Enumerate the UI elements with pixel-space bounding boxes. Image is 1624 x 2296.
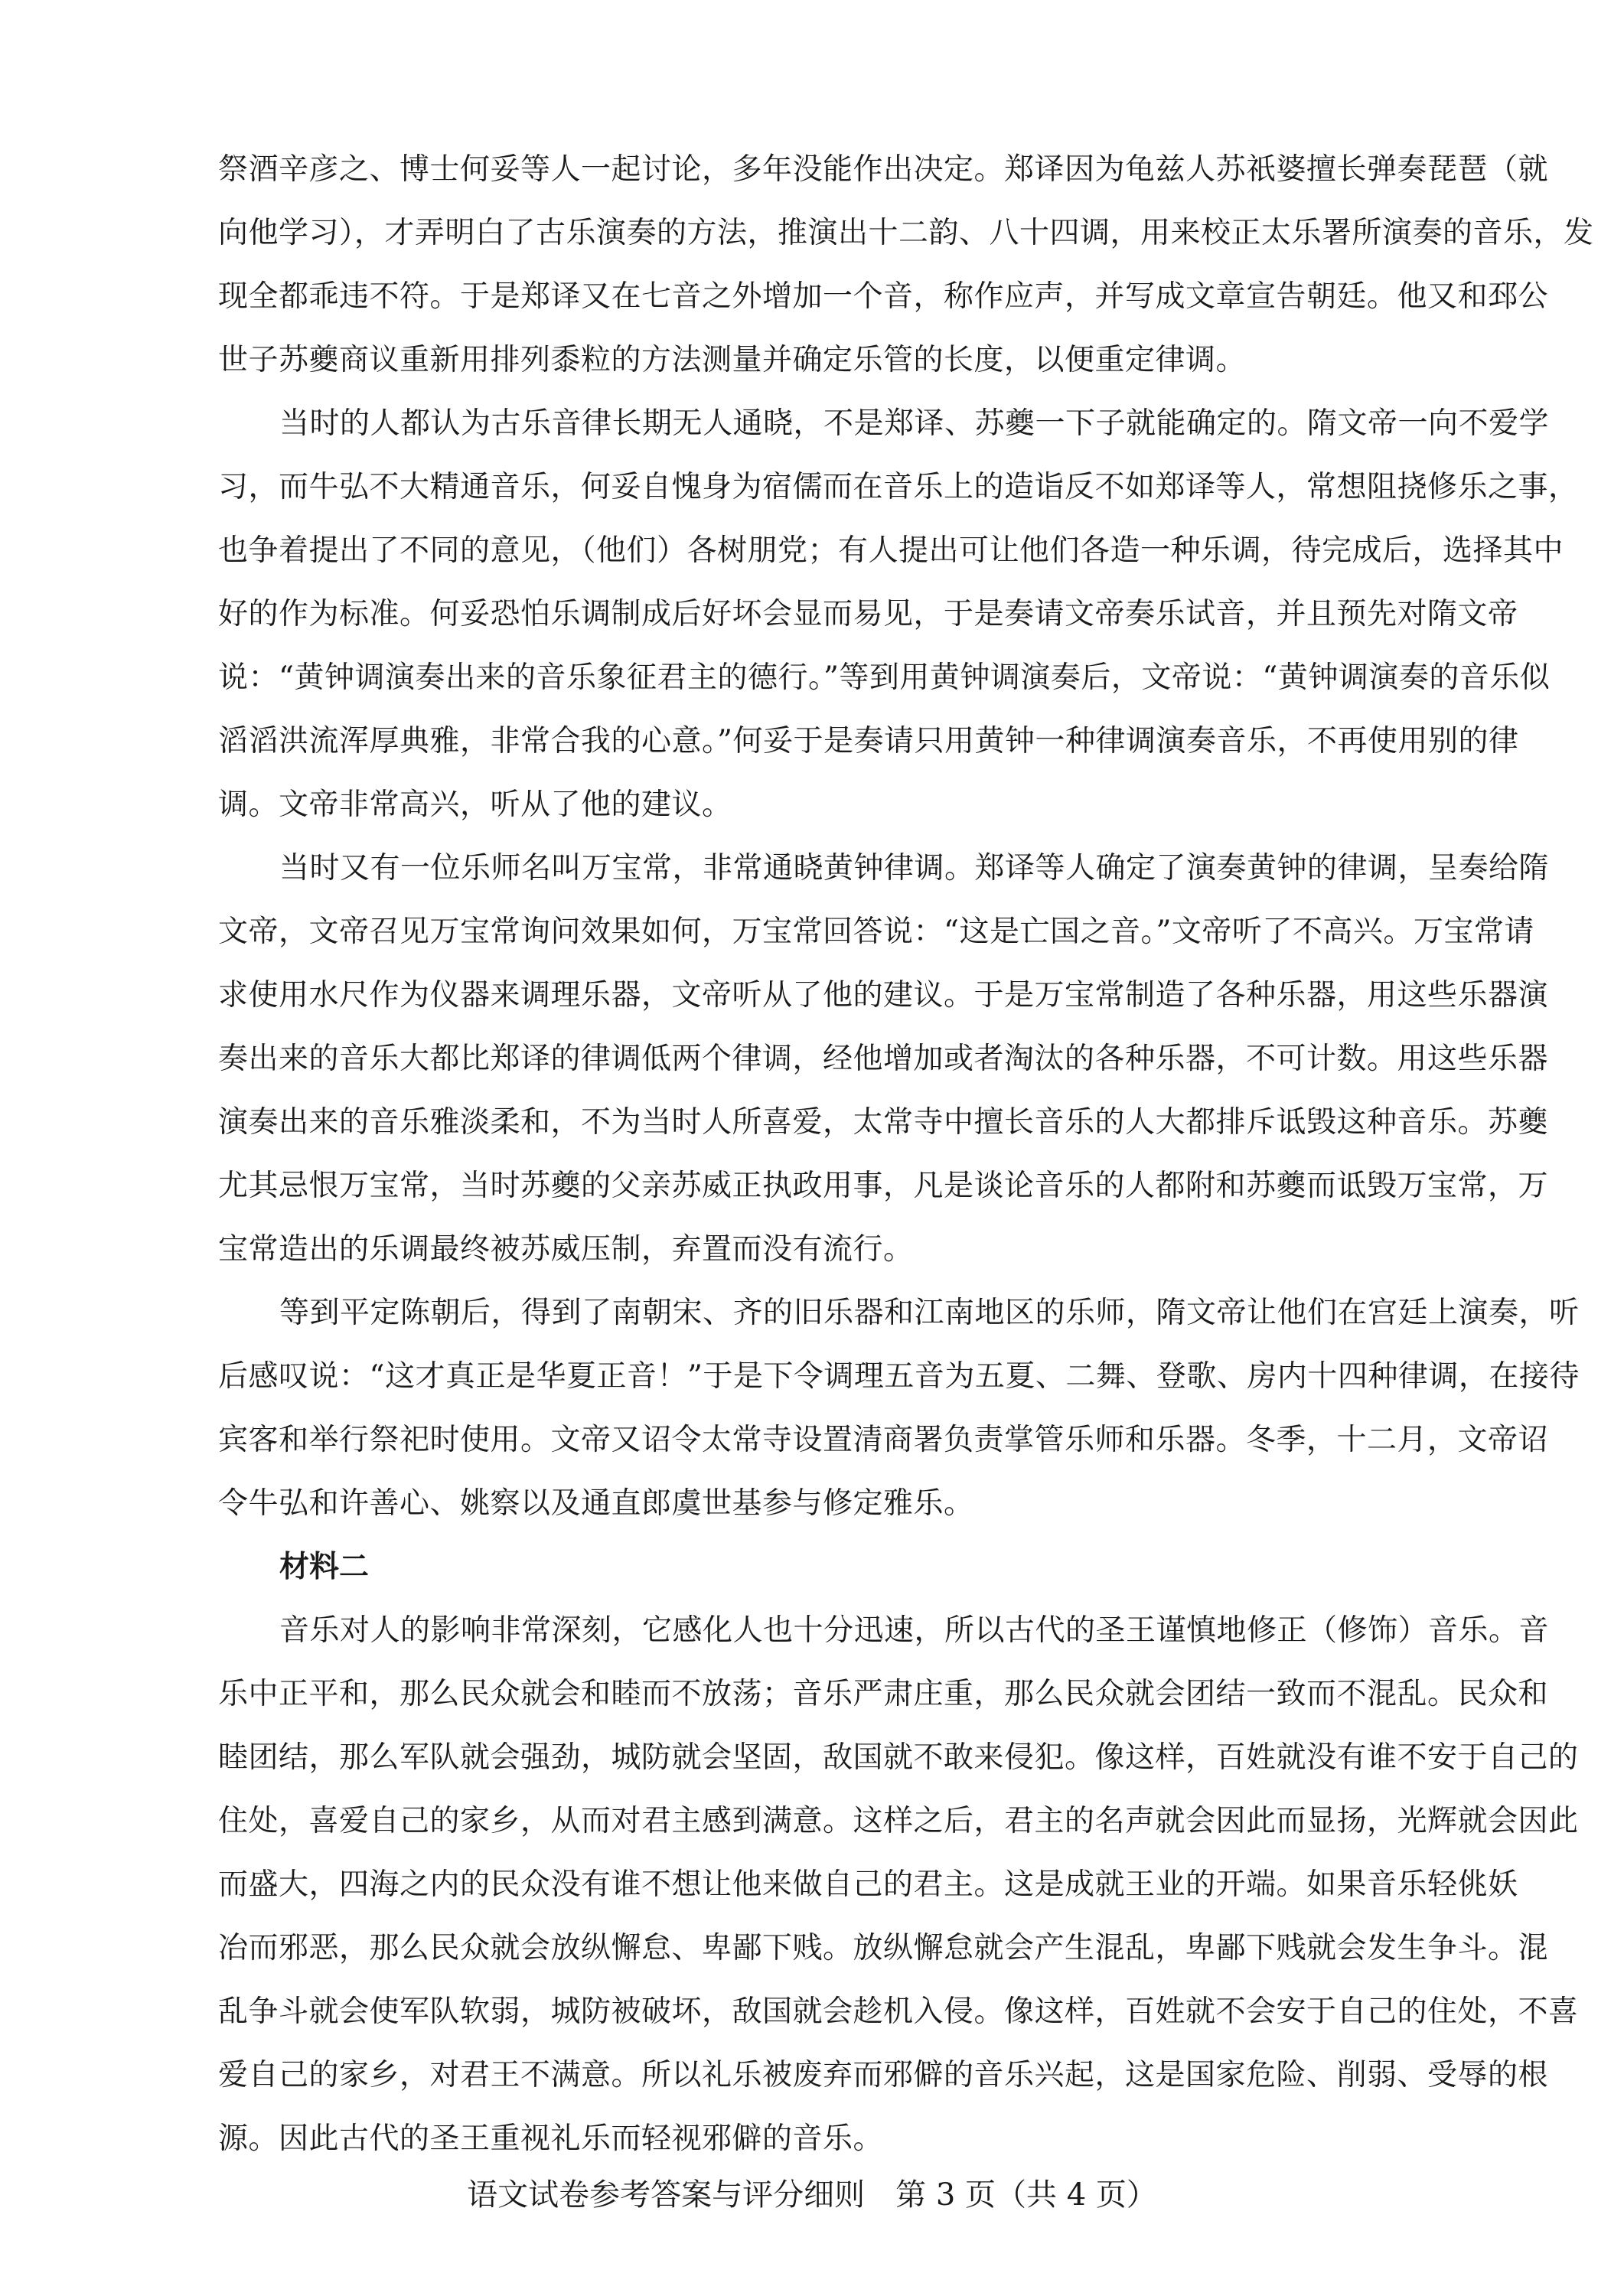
text-line: 住处，喜爱自己的家乡，从而对君主感到满意。这样之后，君主的名声就会因此而显扬，光辉就会因此 bbox=[218, 1804, 1579, 1838]
text-line: 宾客和举行祭祀时使用。文帝又诏令太常寺设置清商署负责掌管乐师和乐器。冬季，十二月，文帝诏 bbox=[218, 1423, 1549, 1457]
text-line: 求使用水尺作为仪器来调理乐器，文帝听从了他的建议。于是万宝常制造了各种乐器，用这些乐器演 bbox=[218, 978, 1549, 1013]
text-line: 也争着提出了不同的意见，（他们）各树朋党；有人提出可让他们各造一种乐调，待完成后，选择其中 bbox=[218, 533, 1564, 568]
text-line: 调。文帝非常高兴，听从了他的建议。 bbox=[218, 788, 732, 822]
text-line: 爱自己的家乡，对君王不满意。所以礼乐被废弃而邪僻的音乐兴起，这是国家危险、削弱、受辱的根 bbox=[218, 2058, 1549, 2092]
text-line: 世子苏夔商议重新用排列黍粒的方法测量并确定乐管的长度，以便重定律调。 bbox=[218, 343, 1247, 377]
text-line: 祭酒辛彦之、博士何妥等人一起讨论，多年没能作出决定。郑译因为龟兹人苏祇婆擅长弹奏琵琶（就 bbox=[218, 152, 1549, 187]
text-line: 现全都乖违不符。于是郑译又在七音之外增加一个音，称作应声，并写成文章宣告朝廷。他又和邳公 bbox=[218, 279, 1549, 314]
text-line: 乐中正平和，那么民众就会和睦而不放荡；音乐严肃庄重，那么民众就会团结一致而不混乱。民众和 bbox=[218, 1677, 1549, 1711]
paragraph bbox=[218, 837, 1550, 1281]
text-line: 好的作为标准。何妥恐怕乐调制成后好坏会显而易见，于是奏请文帝奏乐试音，并且预先对隋文帝 bbox=[218, 597, 1518, 631]
text-line: 向他学习），才弄明白了古乐演奏的方法，推演出十二韵、八十四调，用来校正太乐署所演奏的音乐，发 bbox=[218, 216, 1594, 250]
text-line: 源。因此古代的圣王重视礼乐而轻视邪僻的音乐。 bbox=[218, 2122, 884, 2156]
text-line: 奏出来的音乐大都比郑译的律调低两个律调，经他增加或者淘汰的各种乐器，不可计数。用这些乐器 bbox=[218, 1042, 1549, 1076]
text-line: 而盛大，四海之内的民众没有谁不想让他来做自己的君主。这是成就王业的开端。如果音乐轻佻妖 bbox=[218, 1867, 1518, 1902]
text-line: 演奏出来的音乐雅淡柔和，不为当时人所喜爱，太常寺中擅长音乐的人大都排斥诋毁这种音乐。苏夔 bbox=[218, 1105, 1549, 1140]
text-line: 尤其忌恨万宝常，当时苏夔的父亲苏威正执政用事，凡是谈论音乐的人都附和苏夔而诋毁万宝常，万 bbox=[218, 1169, 1549, 1203]
text-line: 乱争斗就会使军队软弱，城防被破坏，敌国就会趁机入侵。像这样，百姓就不会安于自己的住处，不喜 bbox=[218, 1994, 1579, 2029]
page-footer: 语文试卷参考答案与评分细则 第 3 页（共 4 页） bbox=[467, 2177, 1157, 2213]
text-line: 习，而牛弘不大精通音乐，何妥自愧身为宿儒而在音乐上的造诣反不如郑译等人，常想阻挠修乐之事， bbox=[218, 470, 1579, 504]
paragraph bbox=[218, 1599, 1579, 2170]
paragraph bbox=[218, 1281, 1580, 1535]
text-line: 滔滔洪流浑厚典雅，非常合我的心意。”何妥于是奏请只用黄钟一种律调演奏音乐，不再使用别的律 bbox=[218, 724, 1519, 758]
text-line: 当时又有一位乐师名叫万宝常，非常通晓黄钟律调。郑译等人确定了演奏黄钟的律调，呈奏给隋 bbox=[279, 851, 1550, 885]
text-line: 冶而邪恶，那么民众就会放纵懈怠、卑鄙下贱。放纵懈怠就会产生混乱，卑鄙下贱就会发生争斗。混 bbox=[218, 1931, 1549, 1965]
paragraph bbox=[218, 138, 1594, 392]
text-line: 等到平定陈朝后，得到了南朝宋、齐的旧乐器和江南地区的乐师，隋文帝让他们在宫廷上演奏，听 bbox=[279, 1296, 1580, 1330]
section-heading: 材料二 bbox=[279, 1549, 370, 1584]
text-line: 说：“黄钟调演奏出来的音乐象征君主的德行。”等到用黄钟调演奏后，文帝说：“黄钟调演奏的音乐似 bbox=[218, 660, 1551, 695]
text-line: 音乐对人的影响非常深刻，它感化人也十分迅速，所以古代的圣王谨慎地修正（修饰）音乐。音 bbox=[279, 1613, 1550, 1648]
text-line: 文帝，文帝召见万宝常询问效果如何，万宝常回答说：“这是亡国之音。”文帝听了不高兴。万宝常请 bbox=[218, 915, 1534, 949]
text-line: 当时的人都认为古乐音律长期无人通晓，不是郑译、苏夔一下子就能确定的。隋文帝一向不爱学 bbox=[279, 406, 1550, 441]
text-line: 后感叹说：“这才真正是华夏正音！”于是下令调理五音为五夏、二舞、登歌、房内十四种律调，在接待 bbox=[218, 1359, 1580, 1394]
paragraph bbox=[218, 392, 1579, 837]
text-line: 宝常造出的乐调最终被苏威压制，弃置而没有流行。 bbox=[218, 1232, 914, 1267]
text-line: 令牛弘和许善心、姚察以及通直郎虞世基参与修定雅乐。 bbox=[218, 1486, 974, 1521]
text-line: 睦团结，那么军队就会强劲，城防就会坚固，敌国就不敢来侵犯。像这样，百姓就没有谁不安于自己的 bbox=[218, 1740, 1579, 1775]
document-body bbox=[218, 138, 1594, 2170]
